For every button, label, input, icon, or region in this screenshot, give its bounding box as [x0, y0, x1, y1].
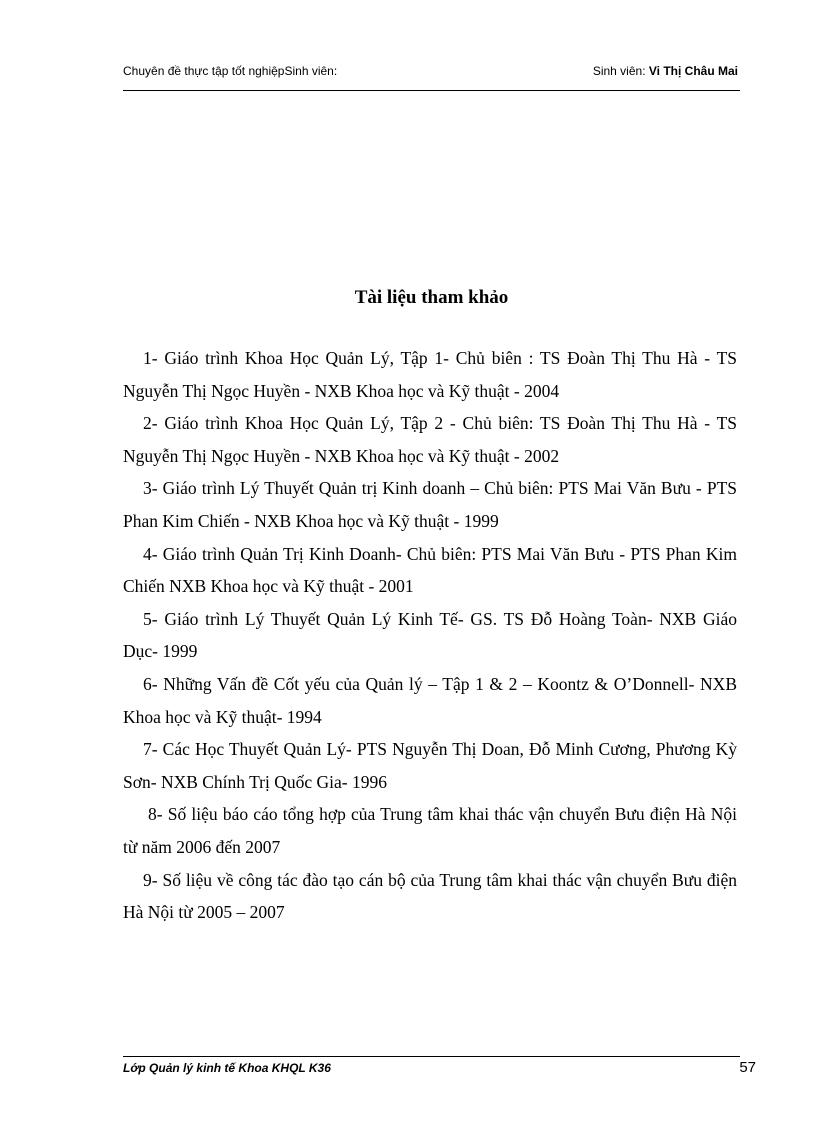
reference-item: 1- Giáo trình Khoa Học Quản Lý, Tập 1- Chủ biên : TS Đoàn Thị Thu Hà - TS Nguyễn Thị Ngọc Huyền - NXB Khoa học và Kỹ thuật - 2004	[123, 348, 737, 401]
header-student	[593, 64, 738, 78]
header-student-label: Sinh viên:	[592, 64, 646, 78]
header-divider	[123, 90, 740, 91]
reference-item: 9- Số liệu về công tác đào tạo cán bộ của Trung tâm khai thác vận chuyển Bưu điện Hà Nội từ 2005 – 2007	[123, 869, 737, 923]
reference-item: 7- Các Học Thuyết Quản Lý- PTS Nguyễn Thị Doan, Đỗ Minh Cương, Phương Kỳ Sơn- NXB Chính Trị Quốc Gia- 1996	[123, 739, 737, 792]
page-title: Tài liệu tham khảo	[354, 287, 509, 308]
page-header	[123, 64, 740, 82]
footer-divider	[123, 1056, 740, 1057]
reference-item: 6- Những Vấn đề Cốt yếu của Quản lý – Tập 1 & 2 – Koontz & O’Donnell- NXB Khoa học và Kỹ thuật- 1994	[123, 673, 737, 727]
reference-list	[123, 342, 737, 929]
header-left-text: Chuyên đề thực tập tốt nghiệpSinh viên:	[123, 64, 338, 78]
page-number: 57	[739, 1059, 756, 1076]
reference-item: 2- Giáo trình Khoa Học Quản Lý, Tập 2 - Chủ biên: TS Đoàn Thị Thu Hà - TS Nguyễn Thị Ngọc Huyền - NXB Khoa học và Kỹ thuật - 2002	[123, 413, 737, 466]
header-student-name: Vi Thị Châu Mai	[648, 64, 738, 78]
reference-item: 5- Giáo trình Lý Thuyết Quản Lý Kinh Tế- GS. TS Đỗ Hoàng Toàn- NXB Giáo Dục- 1999	[123, 608, 737, 662]
footer-class-info: Lớp Quản lý kinh tế Khoa KHQL K36	[123, 1061, 331, 1075]
reference-item: 8- Số liệu báo cáo tổng hợp của Trung tâm khai thác vận chuyển Bưu điện Hà Nội từ năm 2006 đến 2007	[123, 804, 737, 857]
reference-item: 3- Giáo trình Lý Thuyết Quản trị Kinh doanh – Chủ biên: PTS Mai Văn Bưu - PTS Phan Kim Chiến - NXB Khoa học và Kỹ thuật - 1999	[123, 478, 737, 531]
reference-item: 4- Giáo trình Quản Trị Kinh Doanh- Chủ biên: PTS Mai Văn Bưu - PTS Phan Kim Chiến NXB Khoa học và Kỹ thuật - 2001	[123, 543, 737, 597]
